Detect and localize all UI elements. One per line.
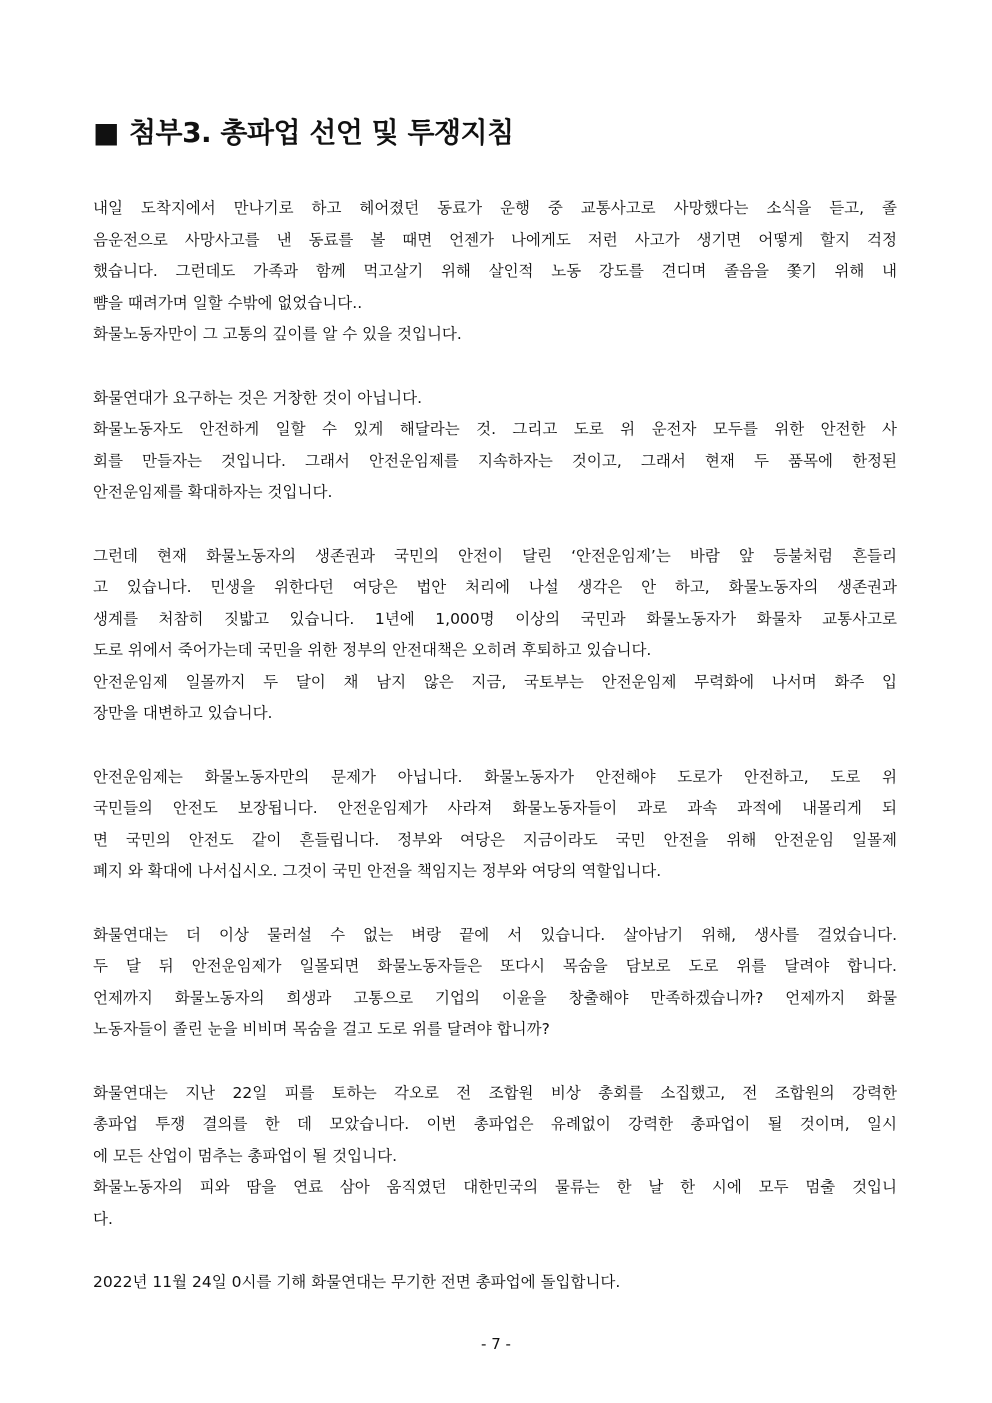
text-line: 장만을 대변하고 있습니다. [93, 704, 273, 722]
paragraph-7 [93, 1267, 897, 1299]
text-line: 두 달 뒤 안전운임제가 일몰되면 화물노동자들은 또다시 목숨을 담보로 도로 위를 달려야 합니다. [93, 957, 897, 975]
text-line: 총파업 투쟁 결의를 한 데 모았습니다. 이번 총파업은 유례없이 강력한 총파업이 될 것이며, 일시 [93, 1115, 897, 1133]
text-line: 국민들의 안전도 보장됩니다. 안전운임제가 사라져 화물노동자들이 과로 과속 과적에 내몰리게 되 [93, 799, 897, 817]
text-line: 다. [93, 1209, 113, 1228]
text-line: 생계를 처참히 짓밟고 있습니다. 1년에 1,000명 이상의 국민과 화물노동자가 화물차 교통사고로 [93, 609, 897, 628]
paragraph-6 [93, 1078, 897, 1236]
page-number: - 7 - [481, 1335, 511, 1353]
text-line: 도로 위에서 죽어가는데 국민을 위한 정부의 안전대책은 오히려 후퇴하고 있습니다. [93, 641, 652, 659]
text-line: 화물노동자만이 그 고통의 깊이를 알 수 있을 것입니다. [93, 325, 462, 343]
text-line: 화물노동자도 안전하게 일할 수 있게 해달라는 것. 그리고 도로 위 운전자 모두를 위한 안전한 사 [93, 420, 897, 438]
text-line: 2022년 11월 24일 0시를 기해 화물연대는 무기한 전면 총파업에 돌입합니다. [93, 1273, 621, 1291]
paragraph-2 [93, 383, 897, 509]
text-line: 그런데 현재 화물노동자의 생존권과 국민의 안전이 달린 ‘안전운임제’는 바람 앞 등불처럼 흔들리 [93, 546, 897, 565]
paragraph-3 [93, 541, 897, 730]
text-line: 회를 만들자는 것입니다. 그래서 안전운임제를 지속하자는 것이고, 그래서 현재 두 품목에 한정된 [93, 451, 897, 470]
text-line: 폐지 와 확대에 나서십시오. 그것이 국민 안전을 책임지는 정부와 여당의 역할입니다. [93, 862, 662, 880]
text-line: 에 모든 산업이 멈추는 총파업이 될 것입니다. [93, 1146, 398, 1165]
text-line: 언제까지 화물노동자의 희생과 고통으로 기업의 이윤을 창출해야 만족하겠습니까? 언제까지 화물 [93, 988, 897, 1007]
text-line: 안전운임제는 화물노동자만의 문제가 아닙니다. 화물노동자가 안전해야 도로가 안전하고, 도로 위 [93, 767, 897, 786]
text-line: 화물노동자의 피와 땀을 연료 삼아 움직였던 대한민국의 물류는 한 날 한 시에 모두 멈출 것입니 [93, 1178, 897, 1196]
text-line: 노동자들이 졸린 눈을 비비며 목숨을 걸고 도로 위를 달려야 합니까? [93, 1020, 550, 1038]
paragraph-4 [93, 762, 897, 888]
text-line: 화물연대는 더 이상 물러설 수 없는 벼랑 끝에 서 있습니다. 살아남기 위해, 생사를 걸었습니다. [93, 925, 897, 944]
text-line: 면 국민의 안전도 같이 흔들립니다. 정부와 여당은 지금이라도 국민 안전을 위해 안전운임 일몰제 [93, 830, 897, 849]
text-line: 내일 도착지에서 만나기로 하고 헤어졌던 동료가 운행 중 교통사고로 사망했다는 소식을 듣고, 졸 [93, 199, 897, 217]
text-line: 했습니다. 그런데도 가족과 함께 먹고살기 위해 살인적 노동 강도를 견디며 졸음을 쫓기 위해 내 [93, 262, 897, 280]
section-title: 첨부3. 총파업 선언 및 투쟁지침 [128, 116, 514, 149]
section-heading [93, 113, 514, 153]
text-line: 화물연대가 요구하는 것은 거창한 것이 아닙니다. [93, 388, 423, 407]
text-line: 안전운임제를 확대하자는 것입니다. [93, 483, 333, 501]
text-line: 화물연대는 지난 22일 피를 토하는 각오로 전 조합원 비상 총회를 소집했고, 전 조합원의 강력한 [93, 1083, 897, 1102]
text-line: 고 있습니다. 민생을 위한다던 여당은 법안 처리에 나설 생각은 안 하고, 화물노동자의 생존권과 [93, 578, 897, 596]
text-line: 음운전으로 사망사고를 낸 동료를 볼 때면 언젠가 나에게도 저런 사고가 생기면 어떻게 할지 걱정 [93, 230, 897, 249]
square-bullet-icon: ■ [93, 116, 119, 149]
body-text [93, 193, 897, 1299]
paragraph-1 [93, 193, 897, 351]
text-line: 안전운임제 일몰까지 두 달이 채 남지 않은 지금, 국토부는 안전운임제 무력화에 나서며 화주 입 [93, 672, 897, 691]
paragraph-5 [93, 920, 897, 1046]
text-line: 뺨을 때려가며 일할 수밖에 없었습니다.. [93, 293, 363, 312]
